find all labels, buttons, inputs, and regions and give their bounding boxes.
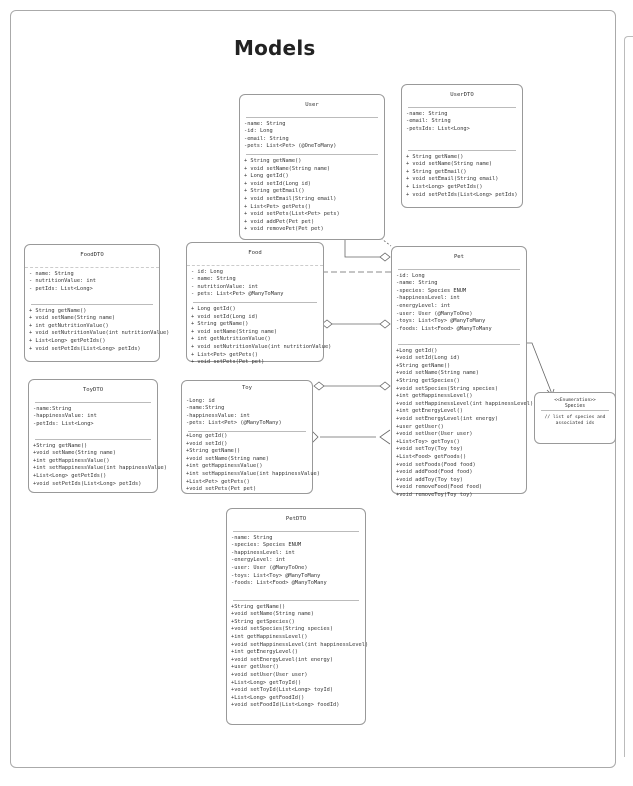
method: +void setToy(Toy toy) — [396, 446, 463, 453]
method: + String getEmail() — [244, 188, 305, 195]
method: +List<Toy> getToys() — [396, 438, 460, 445]
method: +void setSpecies(String species) — [396, 385, 499, 392]
method: +int getEnergyLevel() — [231, 649, 298, 656]
method: + String getName() — [244, 157, 302, 164]
method: +void addToy(Toy toy) — [396, 476, 463, 483]
class-name: FoodDTO — [80, 252, 104, 258]
method: +String getName() — [33, 442, 88, 449]
method: +void setId() — [186, 440, 228, 447]
method: +void setId(Long id) — [396, 355, 460, 362]
method: + String getName() — [29, 307, 87, 314]
class-petdto[interactable] — [226, 508, 369, 725]
field: -id: Long — [396, 272, 425, 279]
field: -species: Species ENUM — [231, 542, 302, 549]
method: +user getUser() — [231, 664, 279, 671]
field: -happinessLevel: int — [396, 295, 460, 302]
class-toy[interactable] — [181, 380, 320, 494]
method: +void addFood(Food food) — [396, 469, 473, 476]
method: +void setName(String name) — [231, 611, 314, 618]
method: +List<Long> getPetIds() — [33, 472, 107, 479]
method: + String getName() — [406, 153, 464, 160]
field: -happinessValue: int — [186, 412, 250, 419]
field: - name: String — [29, 270, 74, 277]
method-list — [187, 303, 332, 370]
class-name: UserDTO — [450, 92, 474, 98]
field: -foods: List<Food> @ManyToMany — [231, 580, 327, 587]
method: + void addPet(Pet pet) — [244, 218, 315, 225]
method: +List<Pet> getPets() — [186, 478, 250, 485]
method: + int getNutritionValue() — [191, 336, 271, 343]
field-list — [29, 403, 157, 439]
method: + void setName(String name) — [406, 161, 493, 168]
field: -petIds: List<Long> — [33, 420, 94, 427]
method: + Long getId() — [244, 173, 289, 180]
class-food[interactable] — [186, 242, 332, 366]
method: +void setFoodId(List<Long> foodId) — [231, 702, 340, 709]
method: +void setHappinessLevel(int happinessLevel) — [396, 400, 534, 407]
field: -petsIds: List<Long> — [406, 125, 470, 132]
field: -toys: List<Toy> @ManyToMany — [231, 572, 321, 579]
field: -species: Species ENUM — [396, 287, 467, 294]
field: -user: User (@ManyToOne) — [231, 564, 308, 571]
method: +void setName(String name) — [33, 450, 116, 457]
method: + List<Pet> getPets() — [244, 203, 311, 210]
field-list — [402, 108, 522, 150]
method: + void setName(String name) — [29, 315, 116, 322]
field: -Long: id — [186, 397, 215, 404]
method-list — [29, 440, 167, 492]
field: - name: String — [191, 276, 236, 283]
method: +int getHappinessValue() — [186, 463, 263, 470]
method: + int getNutritionValue() — [29, 322, 109, 329]
method: +void setPets(Pet pet) — [186, 486, 257, 493]
method: + void setId(Long id) — [191, 313, 258, 320]
class-name: Food — [248, 250, 262, 256]
method: +void setToyId(List<Long> toyId) — [231, 687, 334, 694]
field-list — [25, 268, 159, 304]
method: + void setNutritionValue(int nutritionValue) — [191, 343, 332, 350]
method: +void setFoods(Food food) — [396, 461, 476, 468]
method: +void setHappinessLevel(int happinessLevel) — [231, 641, 369, 648]
method: +Long getId() — [186, 432, 228, 439]
method: +void removeToy(Toy toy) — [396, 491, 473, 498]
field-list — [392, 270, 526, 344]
method-list — [392, 345, 534, 503]
class-name: Species — [564, 404, 586, 409]
enum-species[interactable] — [534, 392, 616, 444]
method: + void setPetIds(List<Long> petIds) — [406, 191, 518, 198]
field-list — [227, 532, 365, 600]
method: + void setName(String name) — [244, 165, 331, 172]
method: + void removePet(Pet pet) — [244, 226, 324, 233]
field: -id: Long — [244, 128, 273, 135]
method: +String getName() — [396, 362, 451, 369]
field-list — [240, 118, 384, 154]
field: -pets: List<Pet> (@ManyToMany) — [186, 420, 282, 427]
method: +int getHappinessValue() — [33, 457, 110, 464]
method: +void removeFood(Food food) — [396, 484, 483, 491]
method: +List<Long> getFoodId() — [231, 694, 305, 701]
method-list — [25, 305, 170, 357]
field: -name: String — [396, 280, 438, 287]
method: +int setHappinessValue(int happinessValue) — [186, 470, 320, 477]
method: + void setPets(Pet pet) — [191, 359, 265, 366]
field: - nutritionValue: int — [29, 278, 96, 285]
method: +int setHappinessValue(int happinessValue) — [33, 465, 167, 472]
method: +List<Food> getFoods() — [396, 453, 467, 460]
method: +void setUser(User user) — [231, 671, 308, 678]
field: -user: User (@ManyToOne) — [396, 310, 473, 317]
field: - id: Long — [191, 268, 223, 275]
method: + List<Long> getPetIds() — [406, 183, 483, 190]
class-name: Pet — [453, 254, 465, 260]
method-list — [240, 155, 384, 237]
field: -pets: List<Pet> (@OneToMany) — [244, 143, 337, 150]
diagram-title: Models — [234, 36, 316, 60]
method: +void setName(String name) — [396, 370, 479, 377]
method: +void setUser(User user) — [396, 431, 473, 438]
class-user[interactable] — [239, 94, 385, 240]
method: +int getEnergyLevel() — [396, 408, 463, 415]
enum-note: // list of species and associated ids — [544, 415, 606, 426]
field: -email: String — [244, 135, 289, 142]
method: +void setEnergyLevel(int energy) — [396, 415, 499, 422]
method: +String getSpecies() — [231, 618, 295, 625]
method: +List<Long> getToyId() — [231, 679, 302, 686]
field: - pets: List<Pet> @ManyToMany — [191, 291, 284, 298]
method: +String getName() — [231, 603, 286, 610]
field: -name: String — [406, 110, 448, 117]
method: + void setName(String name) — [191, 328, 278, 335]
method-list — [227, 601, 369, 713]
class-toydto[interactable] — [28, 379, 167, 493]
field: -name:String — [186, 405, 225, 412]
field: -toys: List<Toy> @ManyToMany — [396, 318, 486, 325]
field: -energyLevel: int — [396, 302, 451, 309]
field: -name: String — [231, 534, 273, 541]
class-name: Toy — [241, 385, 253, 391]
field-list — [187, 266, 323, 302]
field: -happinessValue: int — [33, 413, 97, 420]
method-list — [182, 432, 320, 497]
class-name: ToyDTO — [82, 387, 104, 393]
method: + String getEmail() — [406, 168, 467, 175]
method: + void setId(Long id) — [244, 180, 311, 187]
method: + String getName() — [191, 321, 249, 328]
field: - nutritionValue: int — [191, 283, 258, 290]
class-name: PetDTO — [285, 516, 307, 522]
method: +void setEnergyLevel(int energy) — [231, 656, 334, 663]
method: + void setEmail(String email) — [406, 176, 499, 183]
method: +void setSpecies(String species) — [231, 626, 334, 633]
class-name: User — [305, 102, 319, 108]
field: -email: String — [406, 118, 451, 125]
method: + Long getId() — [191, 305, 236, 312]
method: + void setPets(List<Pet> pets) — [244, 211, 340, 218]
method: +user getUser() — [396, 423, 444, 430]
method: +Long getId() — [396, 347, 438, 354]
field: - petIds: List<Long> — [29, 285, 93, 292]
field-list — [182, 397, 312, 431]
field: -happinessLevel: int — [231, 549, 295, 556]
class-fooddto[interactable] — [24, 244, 170, 362]
enum-stereotype: <<Enumeration>> — [554, 398, 596, 403]
method: + List<Long> getPetIds() — [29, 337, 106, 344]
method: +int getHappinessLevel() — [396, 393, 473, 400]
method: +void setName(String name) — [186, 455, 269, 462]
field: -name:String — [33, 405, 72, 412]
method: + void setEmail(String email) — [244, 195, 337, 202]
method: +String getName() — [186, 448, 241, 455]
class-userdto[interactable] — [401, 84, 523, 208]
method-list — [402, 151, 522, 203]
class-pet[interactable] — [391, 246, 534, 498]
method: +int getHappinessLevel() — [231, 633, 308, 640]
field: -foods: List<Food> @ManyToMany — [396, 325, 492, 332]
method: +String getSpecies() — [396, 377, 460, 384]
method: + void setNutritionValue(int nutritionValue) — [29, 330, 170, 337]
field: -energyLevel: int — [231, 557, 286, 564]
field: -name: String — [244, 120, 286, 127]
method: +void setPetIds(List<Long> petIds) — [33, 480, 142, 487]
method: + List<Pet> getPets() — [191, 351, 258, 358]
method: + void setPetIds(List<Long> petIds) — [29, 345, 141, 352]
